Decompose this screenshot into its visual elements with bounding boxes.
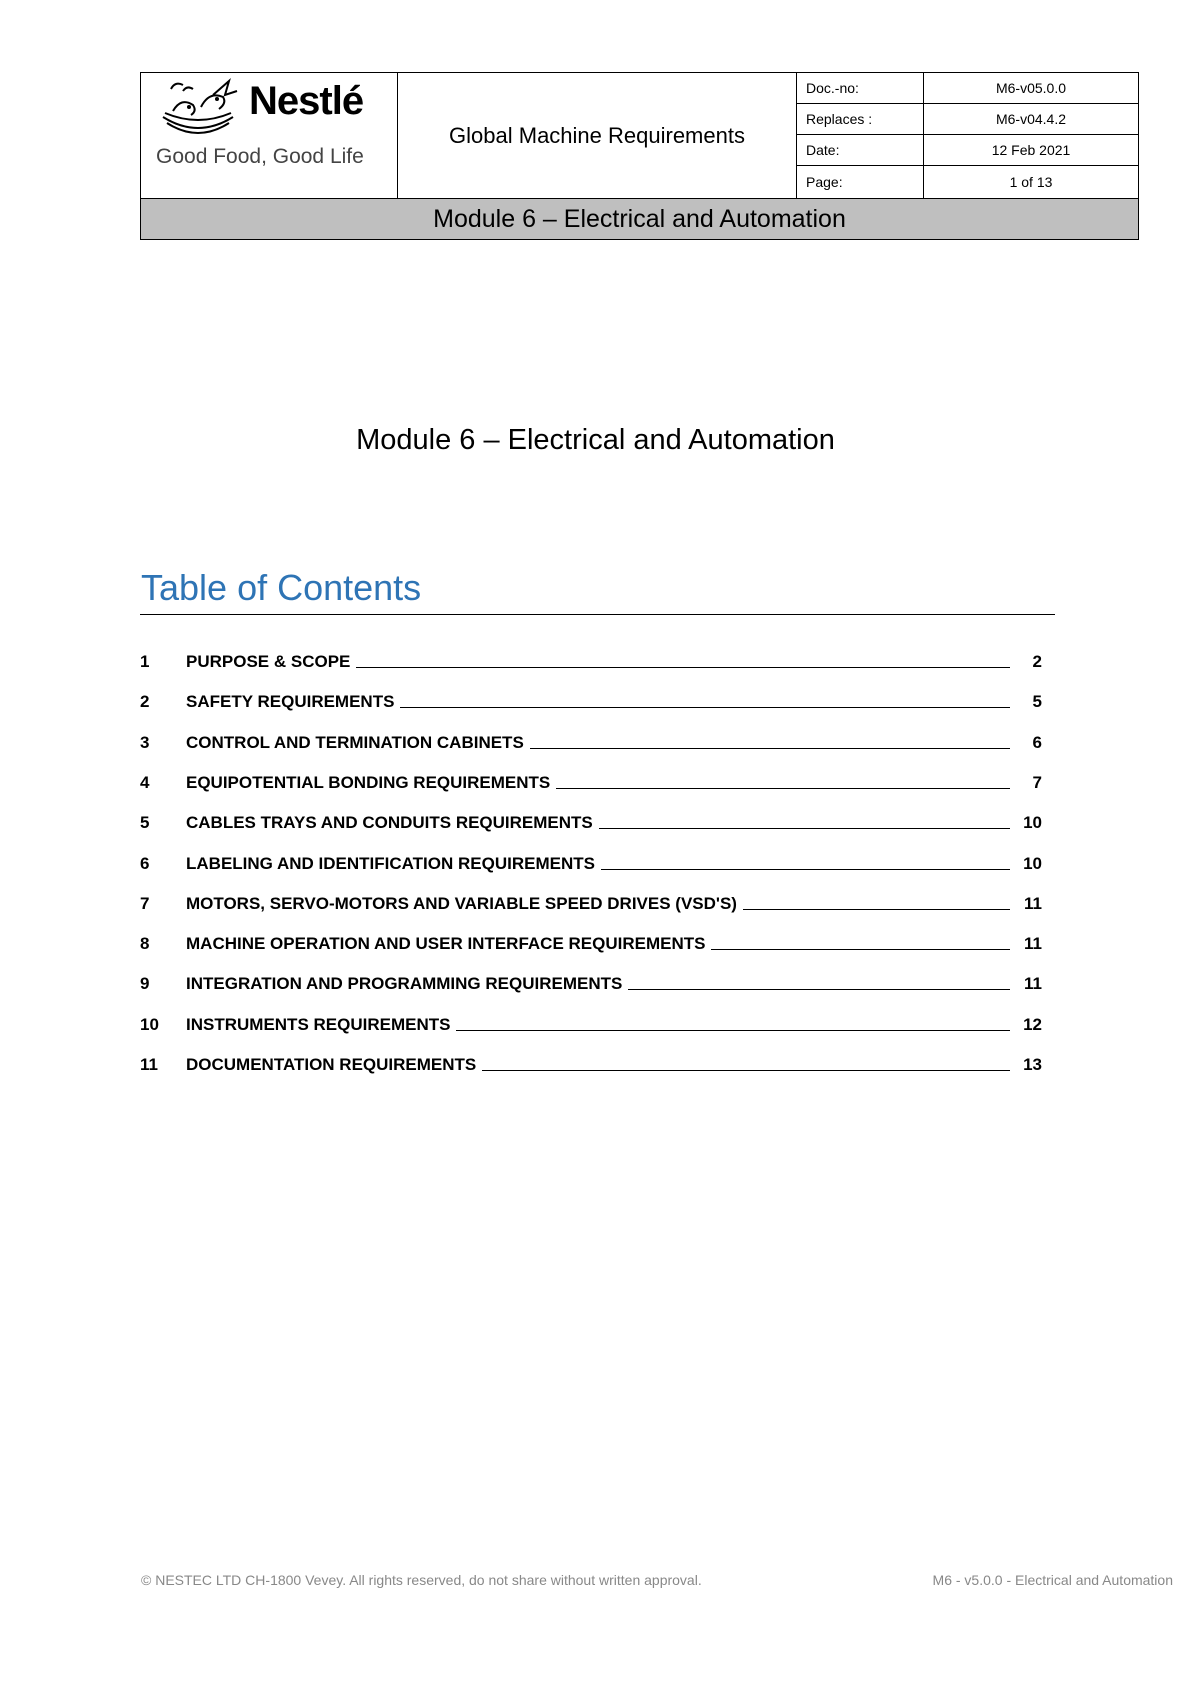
toc-entry-title: INTEGRATION AND PROGRAMMING REQUIREMENTS	[186, 974, 623, 993]
toc-entry[interactable]	[140, 1015, 1042, 1037]
toc-leader-line	[711, 934, 1010, 950]
toc-entry-link[interactable]	[186, 1055, 1012, 1075]
toc-entry-title: INSTRUMENTS REQUIREMENTS	[186, 1015, 451, 1034]
toc-entry-number: 1	[140, 652, 150, 671]
toc-entry-page: 11	[1024, 934, 1042, 953]
toc-leader-line	[456, 1015, 1010, 1031]
toc-entry[interactable]	[140, 854, 1042, 876]
toc-entry-number: 11	[140, 1055, 158, 1074]
toc-entry[interactable]	[140, 733, 1042, 755]
toc-entry-number: 8	[140, 934, 150, 953]
toc-leader-line	[530, 733, 1010, 749]
toc-entry-number: 6	[140, 854, 150, 873]
toc-leader-line	[356, 652, 1010, 668]
toc-entry-page: 10	[1023, 813, 1042, 832]
toc-entry-number: 10	[140, 1015, 159, 1034]
toc-entry-page: 7	[1032, 773, 1042, 792]
toc-leader-line	[556, 773, 1010, 789]
toc-entry-page: 12	[1023, 1015, 1042, 1034]
meta-row-page	[797, 166, 1138, 198]
toc-entry-link[interactable]	[186, 692, 1012, 712]
toc-entry[interactable]	[140, 773, 1042, 795]
toc-entry-link[interactable]	[186, 934, 1012, 954]
toc-entry[interactable]	[140, 692, 1042, 714]
toc-entry-page: 2	[1032, 652, 1042, 671]
toc-entry-link[interactable]	[186, 813, 1012, 833]
toc-leader-line	[482, 1055, 1010, 1071]
meta-label: Doc.-no:	[797, 73, 924, 103]
toc-entry-title: DOCUMENTATION REQUIREMENTS	[186, 1055, 477, 1074]
meta-value: M6-v05.0.0	[995, 80, 1067, 96]
toc-divider	[140, 614, 1055, 615]
toc-entry-number: 2	[140, 692, 150, 711]
toc-entry-title: EQUIPOTENTIAL BONDING REQUIREMENTS	[186, 773, 551, 792]
meta-value: M6-v04.4.2	[995, 111, 1067, 127]
toc-entry-number: 9	[140, 974, 150, 993]
toc-entry-title: SAFETY REQUIREMENTS	[186, 692, 395, 711]
toc-entry-link[interactable]	[186, 974, 1012, 994]
toc-leader-line	[400, 692, 1010, 708]
footer-copyright: © NESTEC LTD CH-1800 Vevey. All rights reserved, do not share without written approval.	[141, 1572, 702, 1588]
logo-tagline: Good Food, Good Life	[156, 145, 364, 168]
toc-leader-line	[743, 894, 1010, 910]
toc-entry[interactable]	[140, 1055, 1042, 1077]
meta-label: Page:	[797, 166, 924, 198]
toc-entry-page: 13	[1023, 1055, 1042, 1074]
toc-entry-title: CONTROL AND TERMINATION CABINETS	[186, 733, 524, 752]
toc-entry[interactable]	[140, 813, 1042, 835]
meta-value: 12 Feb 2021	[991, 142, 1071, 158]
logo-cell	[141, 73, 398, 198]
toc-entry-title: MOTORS, SERVO-MOTORS AND VARIABLE SPEED DRIVES (VSD'S)	[186, 894, 737, 913]
meta-label: Replaces :	[797, 104, 924, 134]
toc-entry-number: 4	[140, 773, 150, 792]
toc-entry-page: 6	[1032, 733, 1042, 752]
toc-entry-title: MACHINE OPERATION AND USER INTERFACE REQUIREMENTS	[186, 934, 706, 953]
toc-entry-link[interactable]	[186, 773, 1012, 793]
meta-row-doc-no	[797, 73, 1138, 104]
meta-value: 1 of 13	[1009, 174, 1053, 190]
toc-entry-page: 11	[1024, 974, 1042, 993]
header-title-cell	[398, 73, 797, 198]
toc-entry[interactable]	[140, 934, 1042, 956]
toc-leader-line	[599, 813, 1010, 829]
toc-leader-line	[601, 854, 1010, 870]
module-title: Module 6 – Electrical and Automation	[356, 424, 835, 456]
toc-entry-number: 7	[140, 894, 150, 913]
toc-entry-title: LABELING AND IDENTIFICATION REQUIREMENTS	[186, 854, 595, 873]
toc-heading: Table of Contents	[141, 567, 422, 608]
toc-entry[interactable]	[140, 652, 1042, 674]
toc-entry-link[interactable]	[186, 894, 1012, 914]
toc-entry-page: 5	[1032, 692, 1042, 711]
nest-birds-logo-icon	[153, 77, 243, 137]
document-header	[140, 72, 1139, 240]
toc-entry-page: 11	[1024, 894, 1042, 913]
toc-entry[interactable]	[140, 974, 1042, 996]
toc-entry-page: 10	[1023, 854, 1042, 873]
footer-doc-id: M6 - v5.0.0 - Electrical and Automation	[932, 1572, 1173, 1588]
toc-entry-link[interactable]	[186, 1015, 1012, 1035]
header-module-title: Module 6 – Electrical and Automation	[433, 204, 846, 233]
header-module-band	[141, 198, 1138, 239]
meta-label: Date:	[797, 135, 924, 165]
toc-entry-number: 5	[140, 813, 150, 832]
meta-row-date	[797, 135, 1138, 166]
meta-row-replaces	[797, 104, 1138, 135]
header-top-row	[141, 73, 1138, 198]
toc-entry-link[interactable]	[186, 733, 1012, 753]
toc-entry-title: CABLES TRAYS AND CONDUITS REQUIREMENTS	[186, 813, 593, 832]
toc-entry-number: 3	[140, 733, 150, 752]
toc-entry-link[interactable]	[186, 854, 1012, 874]
nestle-wordmark: Nestlé	[249, 79, 364, 123]
toc-leader-line	[628, 974, 1010, 990]
header-title: Global Machine Requirements	[449, 122, 745, 148]
toc-entry-link[interactable]	[186, 652, 1012, 672]
toc-entry[interactable]	[140, 894, 1042, 916]
toc-entry-title: PURPOSE & SCOPE	[186, 652, 351, 671]
